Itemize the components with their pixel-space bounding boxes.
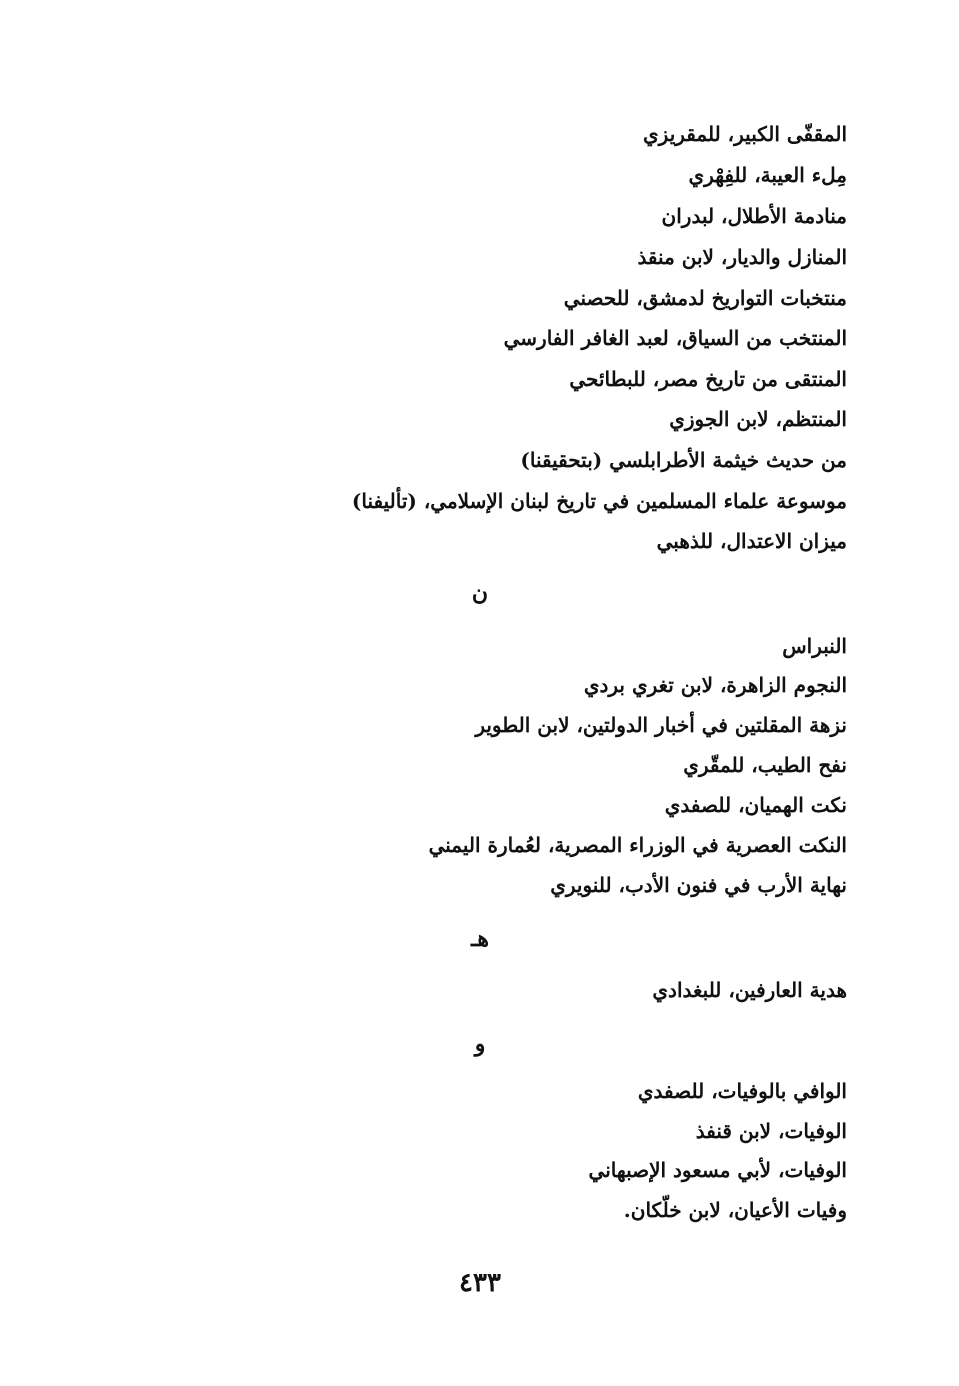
index-entry: النجوم الزاهرة، لابن تغري بردي [583, 673, 847, 697]
index-entry: موسوعة علماء المسلمين في تاريخ لبنان الإسلامي، (تأليفنا) [351, 489, 847, 513]
index-entry: الوفيات، لأبي مسعود الإصبهاني [588, 1158, 847, 1182]
section-letter: هـ [470, 926, 490, 952]
index-entry: من حديث خيثمة الأطرابلسي (بتحقيقنا) [520, 448, 847, 472]
index-entry: الوافي بالوفيات، للصفدي [637, 1079, 847, 1103]
section-letter: و [474, 1031, 486, 1057]
index-entry: منادمة الأطلال، لبدران [661, 204, 847, 228]
index-entry: المنتخب من السياق، لعبد الغافر الفارسي [503, 326, 847, 350]
index-entry: الوفيات، لابن قنفذ [695, 1119, 847, 1143]
index-entry: المنازل والديار، لابن منقذ [637, 245, 847, 269]
index-entry: نفح الطيب، للمقّري [683, 753, 847, 777]
index-entry: نزهة المقلتين في أخبار الدولتين، لابن الطوير [475, 713, 847, 737]
index-entry: ميزان الاعتدال، للذهبي [656, 529, 847, 553]
index-entry: هدية العارفين، للبغدادي [652, 978, 847, 1002]
index-entry: المقفّى الكبير، للمقريزي [643, 122, 847, 146]
index-entry: مِلء العيبة، للفِهْري [688, 163, 847, 187]
index-entry: النبراس [782, 634, 847, 658]
section-letter: ن [471, 580, 489, 606]
index-entry: نهاية الأرب في فنون الأدب، للنويري [550, 873, 847, 897]
page-number: ٤٣٣ [459, 1268, 501, 1298]
index-entry: المنتقى من تاريخ مصر، للبطائحي [569, 367, 847, 391]
index-entry: منتخبات التواريخ لدمشق، للحصني [563, 286, 847, 310]
index-entry: المنتظم، لابن الجوزي [669, 407, 847, 431]
index-entry: نكت الهميان، للصفدي [664, 793, 847, 817]
index-entry: وفيات الأعيان، لابن خلّكان. [623, 1198, 847, 1222]
index-entry: النكت العصرية في الوزراء المصرية، لعُمارة اليمني [428, 833, 847, 857]
